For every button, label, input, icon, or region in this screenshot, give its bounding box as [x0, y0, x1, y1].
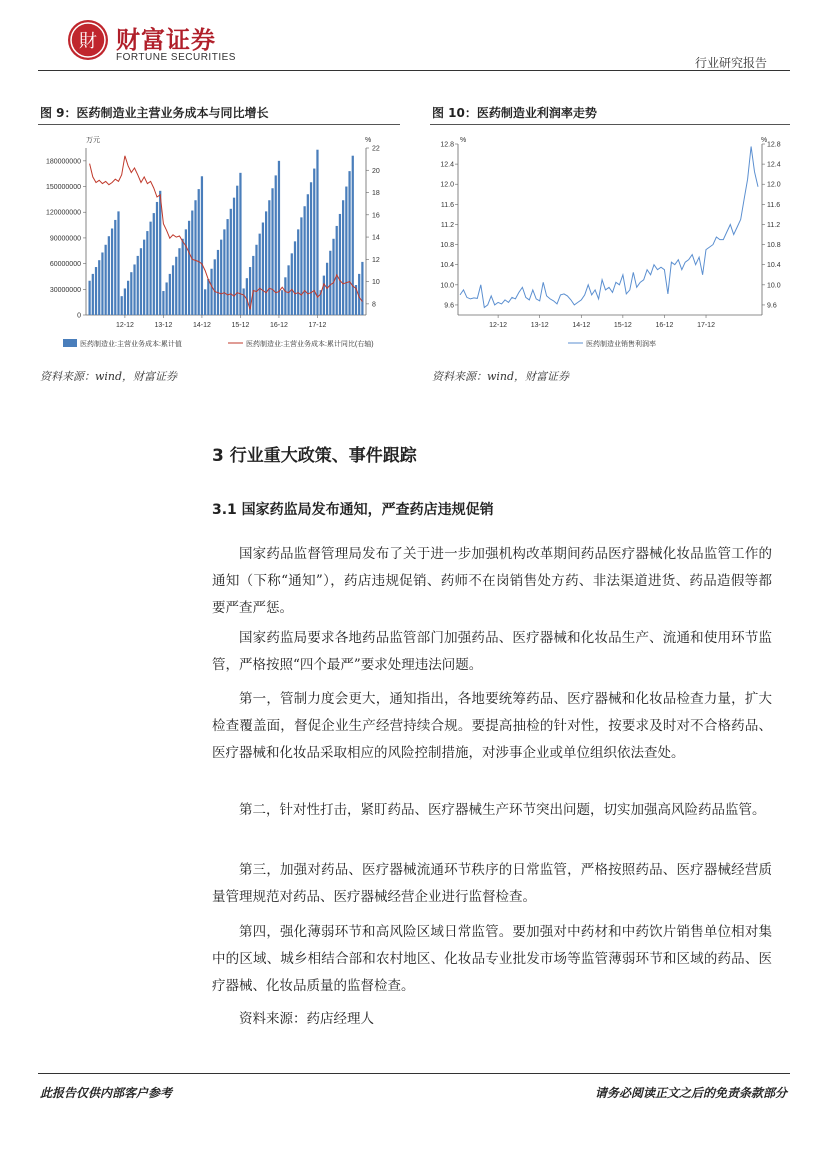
- fig10-ytick-label: 11.2: [440, 221, 454, 229]
- fig9-xtick-label: 16-12: [270, 322, 288, 329]
- fig9-bar: [98, 260, 100, 315]
- fig10-ytick-label: 10.4: [440, 262, 454, 270]
- fig9-y2tick-label: 14: [372, 234, 380, 242]
- fig9-bar: [207, 279, 209, 315]
- fig9-bar: [271, 188, 273, 315]
- logo-text: 财富证券: [116, 26, 216, 54]
- fig9-y2tick-label: 12: [372, 256, 380, 264]
- paragraph-2: 国家药监局要求各地药品监管部门加强药品、医疗器械和化妆品生产、流通和使用环节监管，严格按照“四个最严”要求处理违法问题。: [212, 630, 772, 673]
- fig9-bar: [348, 171, 350, 315]
- fig9-bar: [284, 277, 286, 315]
- fig9-y2tick-label: 10: [372, 279, 380, 287]
- fig9-bar: [114, 220, 116, 315]
- fig9-xtick-label: 17-12: [308, 322, 327, 329]
- fig10-xtick-label: 15-12: [613, 322, 632, 329]
- fig9-bar: [281, 290, 283, 315]
- fig9-bar: [188, 221, 190, 315]
- fig9-bar: [111, 229, 113, 315]
- fig9-bar: [124, 288, 126, 315]
- fig9-bar: [345, 187, 347, 315]
- footer-disclaimer-right: 请务必阅读正文之后的免责条款部分: [594, 1086, 787, 1100]
- fig9-bar: [217, 250, 219, 315]
- fig10-ytick-label: 12.4: [440, 161, 454, 169]
- fig9-source: 资料来源：wind，财富证券: [40, 370, 178, 383]
- fig9-bar: [291, 253, 293, 315]
- fig10-title: 图 10：医药制造业利润率走势: [432, 106, 597, 120]
- fig9-bar: [146, 231, 148, 315]
- fig9-chart: [38, 128, 400, 352]
- fig9-ytick-label: 60000000: [49, 261, 81, 269]
- fig9-y2tick-label: 16: [372, 212, 380, 220]
- fig9-bar: [166, 282, 168, 315]
- report-type: 行业研究报告: [694, 56, 767, 70]
- fig10-ytick-label: 10.8: [440, 242, 454, 250]
- fig10-y2tick-label: 12.0: [767, 181, 781, 189]
- logo-emblem-icon: [68, 20, 108, 60]
- fig9-bar: [178, 248, 180, 315]
- fig9-bar: [336, 226, 338, 315]
- fig9-bar: [307, 194, 309, 315]
- fig9-bar: [361, 262, 363, 315]
- fig10-unit-left: %: [460, 137, 467, 144]
- fig9-bar: [159, 191, 161, 315]
- fig10-chart: [430, 128, 790, 352]
- fig9-bar: [323, 276, 325, 315]
- fig9-bar: [149, 222, 151, 315]
- fig10-y2tick-label: 10.4: [767, 262, 781, 270]
- fig9-bar: [275, 175, 277, 315]
- fig9-bar: [185, 229, 187, 315]
- fig9-bar: [156, 202, 158, 315]
- fig9-bar: [233, 198, 235, 315]
- fig9-unit-left: 万元: [86, 137, 100, 144]
- fig10-y2tick-label: 10.8: [767, 242, 781, 250]
- fig10-ytick-label: 11.6: [440, 201, 454, 209]
- fig9-bar: [316, 150, 318, 315]
- footer-disclaimer-left: 此报告仅供内部客户参考: [40, 1086, 173, 1100]
- fig9-ytick-label: 180000000: [45, 158, 81, 166]
- fig9-bar: [204, 289, 206, 315]
- paragraph-3: 第一，管制力度会更大，通知指出，各地要统筹药品、医疗器械和化妆品检查力量，扩大检查覆盖面，督促企业生产经营持续合规。要提高抽检的针对性，按要求及时对不合格药品、医疗器械和化妆品采取相应的风险控制措施，对涉事企业或单位组织依法查处。: [212, 691, 772, 761]
- subsection-heading: 3.1 国家药监局发布通知，严查药店违规促销: [212, 502, 494, 518]
- logo-emblem: [68, 20, 108, 60]
- fig9-bar: [262, 223, 264, 315]
- fig9-y2tick-label: 22: [372, 145, 380, 153]
- fig9-rule: [38, 124, 400, 125]
- paragraph-4: 第二，针对性打击，紧盯药品、医疗器械生产环节突出问题，切实加强高风险药品监管。: [239, 802, 766, 818]
- fig9-bar: [133, 264, 135, 315]
- fig9-bar: [300, 217, 302, 315]
- fig9-bar: [339, 214, 341, 315]
- fig9-title: 图 9：医药制造业主营业务成本与同比增长: [40, 106, 269, 120]
- fig9-bar: [259, 234, 261, 315]
- fig9-bar: [191, 211, 193, 315]
- fig9-bar: [169, 274, 171, 315]
- fig9-bar: [220, 240, 222, 315]
- fig9-bar: [162, 291, 164, 315]
- fig10-ytick-label: 10.0: [440, 282, 454, 290]
- fig10-xtick-label: 16-12: [655, 322, 674, 329]
- fig9-ytick-label: 0: [77, 312, 81, 320]
- fig9-bar: [95, 267, 97, 315]
- fig9-xtick-label: 15-12: [231, 322, 250, 329]
- fig9-bar: [294, 241, 296, 315]
- fig9-bar: [201, 176, 203, 315]
- fig9-bar: [108, 236, 110, 315]
- fig9-bar: [210, 269, 212, 315]
- fig9-bar: [243, 288, 245, 315]
- fig9-bar: [352, 156, 354, 315]
- fig9-bar: [153, 213, 155, 315]
- fig9-y2tick-label: 18: [372, 190, 380, 198]
- fig9-xtick-label: 13-12: [154, 322, 173, 329]
- fig9-bar: [140, 248, 142, 315]
- fig9-bar: [105, 245, 107, 315]
- fig9-y2tick-label: 8: [372, 301, 376, 309]
- fig9-bar: [252, 256, 254, 315]
- fig9-bar: [182, 239, 184, 315]
- fig9-bar: [332, 239, 334, 315]
- fig10-legend-line: 医药制造业销售利润率: [586, 341, 656, 348]
- fig9-bar: [130, 272, 132, 315]
- logo-glyph: 財: [79, 31, 97, 51]
- fig9-legend-bar-swatch: [63, 339, 77, 347]
- fig10-ytick-label: 9.6: [444, 302, 454, 310]
- fig9-bar: [194, 200, 196, 315]
- fig9-y2tick-label: 20: [372, 167, 380, 175]
- fig10-xtick-label: 17-12: [697, 322, 715, 329]
- fig9-bar: [265, 211, 267, 315]
- fig9-bar: [121, 296, 123, 315]
- section-heading: 3 行业重大政策、事件跟踪: [212, 446, 417, 466]
- fig9-legend-line: 医药制造业:主营业务成本:累计同比(右轴): [246, 341, 374, 348]
- fig10-unit-right: %: [761, 137, 768, 144]
- fig9-xtick-label: 12-12: [115, 322, 134, 329]
- fig9-bar: [175, 257, 177, 315]
- fig9-bar: [223, 229, 225, 315]
- fig10-ytick-label: 12.8: [440, 141, 454, 149]
- fig9-bar: [342, 200, 344, 315]
- footer-divider: [38, 1073, 790, 1074]
- fig10-xtick-label: 14-12: [572, 322, 591, 329]
- paragraph-6: 第四，强化薄弱环节和高风险区域日常监管。要加强对中药材和中药饮片销售单位相对集中的区域、城乡相结合部和农村地区、化妆品专业批发市场等监管薄弱环节和区域的药品、医疗器械、化妆品质量的监督检查。: [212, 924, 772, 994]
- fig10-margin-line: [460, 147, 758, 308]
- fig9-bar: [92, 274, 94, 315]
- fig9-bar: [304, 206, 306, 315]
- fig10-source: 资料来源：wind，财富证券: [432, 370, 570, 383]
- fig9-ytick-label: 90000000: [49, 235, 81, 243]
- fig9-bar: [127, 281, 129, 315]
- fig9-bar: [198, 189, 200, 315]
- fig9-bar: [101, 252, 103, 315]
- fig9-bar: [236, 186, 238, 315]
- fig9-ytick-label: 150000000: [45, 184, 81, 192]
- fig9-bar: [88, 281, 90, 315]
- fig9-bar: [137, 256, 139, 315]
- fig9-legend-bar: 医药制造业:主营业务成本:累计值: [80, 341, 182, 348]
- fig9-bar: [255, 245, 257, 315]
- fig9-bar: [287, 265, 289, 315]
- fig10-xtick-label: 13-12: [530, 322, 549, 329]
- fig10-rule: [430, 124, 790, 125]
- fig10-xtick-label: 12-12: [489, 322, 508, 329]
- fig9-bar: [226, 219, 228, 315]
- fig10-y2tick-label: 11.2: [767, 221, 781, 229]
- paragraph-source: 资料来源：药店经理人: [239, 1011, 374, 1027]
- fig9-bar: [117, 211, 119, 315]
- fig9-bar: [297, 229, 299, 315]
- fig9-xtick-label: 14-12: [192, 322, 211, 329]
- fig9-ytick-label: 120000000: [45, 209, 81, 217]
- fig10-y2tick-label: 10.0: [767, 282, 781, 290]
- fig9-bar: [329, 251, 331, 315]
- fig9-unit-right: %: [365, 137, 372, 144]
- paragraph-1: 国家药品监督管理局发布了关于进一步加强机构改革期间药品医疗器械化妆品监管工作的通知（下称“通知”），药店违规促销、药师不在岗销售处方药、非法渠道进货、药品造假等都要严查严惩。: [212, 546, 772, 616]
- logo-subtitle: FORTUNE SECURITIES: [116, 52, 236, 63]
- fig9-bar: [310, 182, 312, 315]
- fig10-y2tick-label: 11.6: [767, 201, 781, 209]
- fig9-bar: [230, 209, 232, 315]
- fig9-bar: [214, 259, 216, 315]
- fig10-ytick-label: 12.0: [440, 181, 454, 189]
- fig9-bar: [172, 265, 174, 315]
- fig9-bar: [246, 278, 248, 315]
- paragraph-5: 第三，加强对药品、医疗器械流通环节秩序的日常监管，严格按照药品、医疗器械经营质量管理规范对药品、医疗器械经营企业进行监督检查。: [212, 862, 772, 905]
- fig10-y2tick-label: 12.4: [767, 161, 781, 169]
- fig9-bar: [143, 240, 145, 315]
- fig9-bar: [268, 200, 270, 315]
- fig10-y2tick-label: 12.8: [767, 141, 781, 149]
- fig10-y2tick-label: 9.6: [767, 302, 777, 310]
- header-divider: [38, 70, 790, 71]
- fig9-ytick-label: 30000000: [49, 286, 81, 294]
